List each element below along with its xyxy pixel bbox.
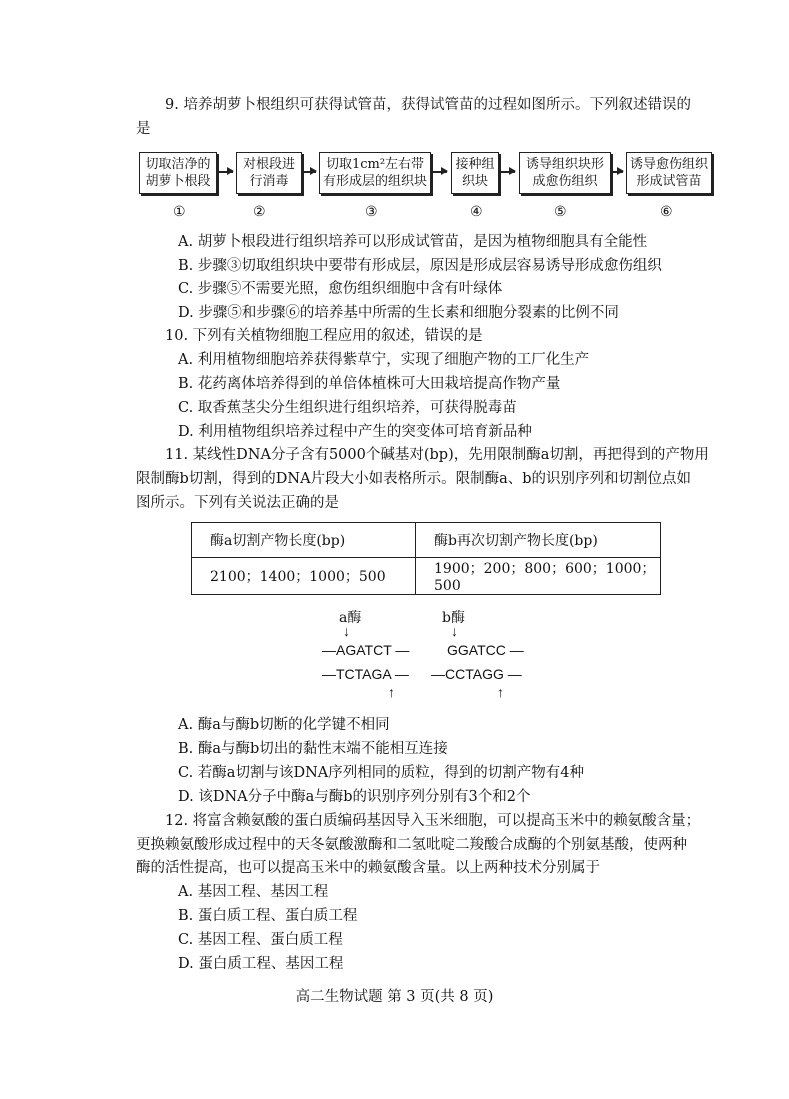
flow-arrow [433,171,447,173]
flow-num-2: ② [253,204,266,220]
q10-option-d: D. 利用植物组织培养过程中产生的突变体可培育新品种 [178,424,532,440]
q12-stem-line1: 12. 将富含赖氨酸的蛋白质编码基因导入玉米细胞，可以提高玉米中的赖氨酸含量； [165,813,701,829]
q9-stem-line1: 9. 培养胡萝卜根组织可获得试管苗，获得试管苗的过程如图所示。下列叙述错误的 [165,97,691,113]
seq-top-b: GGATCC — [447,642,524,658]
flow-arrow [219,171,233,173]
enzyme-a-label: a酶 [339,610,362,626]
q11-option-b: B. 酶a与酶b切出的黏性末端不能相互连接 [178,741,448,757]
page-footer: 高二生物试题 第 3 页(共 8 页) [295,989,494,1005]
q12-option-a: A. 基因工程、基因工程 [178,884,329,900]
q11-stem-line2: 限制酶b切割，得到的DNA片段大小如表格所示。限制酶a、b的识别序列和切割位点如 [136,471,691,487]
q12-option-b: B. 蛋白质工程、蛋白质工程 [178,908,358,924]
flow-step-4: 接种组织块 [451,152,499,194]
flow-arrow [304,171,316,173]
table-header-a: 酶a切割产物长度(bp) [192,523,416,558]
flow-step-5: 诱导组织块形成愈伤组织 [519,152,611,194]
seq-top-a: —AGATCT — [322,642,410,658]
q9-option-a: A. 胡萝卜根段进行组织培养可以形成试管苗，是因为植物细胞具有全能性 [178,234,648,250]
q10-option-c: C. 取香蕉茎尖分生组织进行组织培养，可获得脱毒苗 [178,400,517,416]
flow-num-6: ⑥ [660,204,673,220]
q9-option-b: B. 步骤③切取组织块中要带有形成层，原因是形成层容易诱导形成愈伤组织 [178,258,662,274]
q12-option-c: C. 基因工程、蛋白质工程 [178,932,343,948]
q9-flowchart [139,152,712,204]
q12-stem-line3: 酶的活性提高，也可以提高玉米中的赖氨酸含量。以上两种技术分别属于 [136,860,600,876]
enzyme-b-bottom-cut-arrow: ↑ [497,684,504,700]
q11-stem-line1: 11. 某线性DNA分子含有5000个碱基对(bp)，先用限制酶a切割，再把得到的产物用 [165,447,709,463]
q10-option-a: A. 利用植物细胞培养获得紫草宁，实现了细胞产物的工厂化生产 [178,352,590,368]
enzyme-b-cut-arrow: ↓ [451,623,458,639]
q12-option-d: D. 蛋白质工程、基因工程 [178,956,344,972]
enzyme-b-label: b酶 [442,610,465,626]
enzyme-a-bottom-cut-arrow: ↑ [388,684,395,700]
flow-step-6: 诱导愈伤组织形成试管苗 [626,152,712,194]
q9-stem-line2: 是 [136,121,151,137]
q9-option-c: C. 步骤⑤不需要光照，愈伤组织细胞中含有叶绿体 [178,281,503,297]
seq-bottom-a: —TCTAGA — [322,666,409,682]
q11-stem-line3: 图所示。下列有关说法正确的是 [136,495,339,511]
q9-option-d: D. 步骤⑤和步骤⑥的培养基中所需的生长素和细胞分裂素的比例不同 [178,305,619,321]
flow-step-1: 切取洁净的胡萝卜根段 [139,152,217,194]
flow-num-5: ⑤ [554,204,567,220]
table-header-row [192,523,661,558]
q10-stem: 10. 下列有关植物细胞工程应用的叙述，错误的是 [165,328,483,344]
flow-step-3: 切取1cm²左右带有形成层的组织块 [319,152,431,194]
q11-option-d: D. 该DNA分子中酶a与酶b的识别序列分别有3个和2个 [178,789,531,805]
seq-bottom-b: —CCTAGG — [431,666,522,682]
flow-num-3: ③ [365,204,378,220]
flow-num-1: ① [173,204,186,220]
q12-stem-line2: 更换赖氨酸形成过程中的天冬氨酸激酶和二氢吡啶二羧酸合成酶的个别氨基酸，使两种 [136,837,687,853]
table-row [192,558,661,595]
q10-option-b: B. 花药离体培养得到的单倍体植株可大田栽培提高作物产量 [178,376,561,392]
table-cell-a: 2100；1400；1000；500 [192,558,416,595]
q11-option-a: A. 酶a与酶b切断的化学键不相同 [178,717,390,733]
flow-num-4: ④ [470,204,483,220]
flow-arrow [613,171,623,173]
flow-step-2: 对根段进行消毒 [236,152,302,194]
table-cell-b: 1900；200；800；600；1000；500 [416,558,661,595]
enzyme-a-cut-arrow: ↓ [343,623,350,639]
q11-option-c: C. 若酶a切割与该DNA序列相同的质粒，得到的切割产物有4种 [178,765,584,781]
q11-table [191,522,661,595]
table-header-b: 酶b再次切割产物长度(bp) [416,523,661,558]
flow-arrow [501,171,515,173]
